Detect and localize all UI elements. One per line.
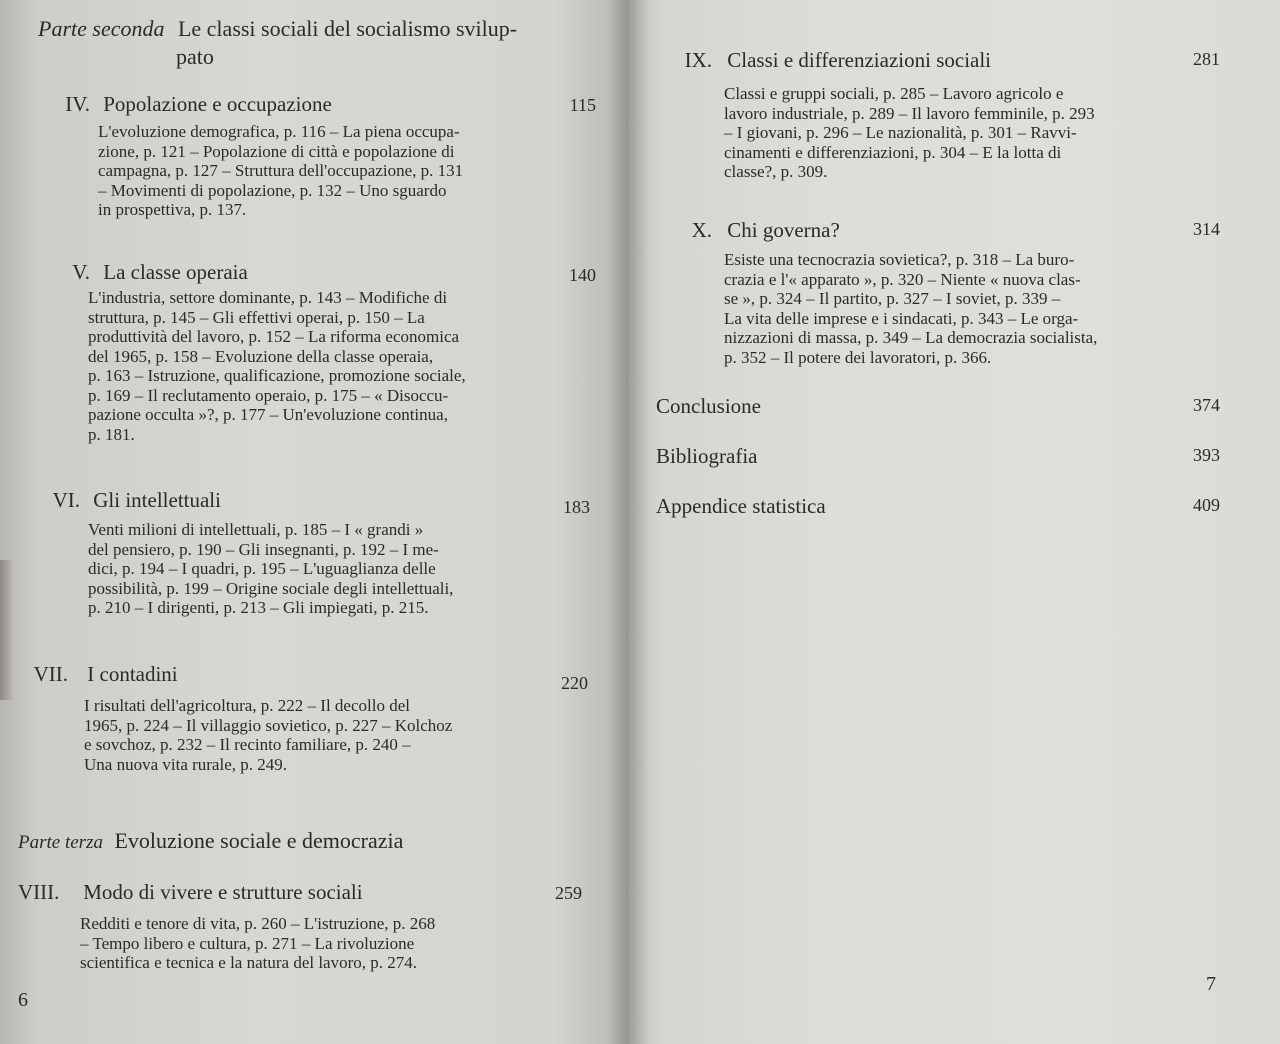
left-page xyxy=(0,0,628,1044)
chapter-title: I contadini xyxy=(87,662,178,686)
right-page xyxy=(628,0,1280,1044)
chapter-9-summary xyxy=(724,84,1160,182)
summary-line: p. 181. xyxy=(88,424,135,444)
part-two-title: Le classi sociali del socialismo svilup- xyxy=(177,16,518,41)
chapter-title: Popolazione e occupazione xyxy=(103,92,332,116)
summary-line: dici, p. 194 – I quadri, p. 195 – L'uguaglianza delle xyxy=(88,559,436,578)
page-edge-shadow xyxy=(0,560,14,700)
chapter-7-page: 220 xyxy=(561,673,588,693)
summary-line: L'industria, settore dominante, p. 143 – Modifiche di xyxy=(88,288,448,307)
chapter-7-heading xyxy=(22,662,178,686)
chapter-6-summary xyxy=(88,520,528,618)
summary-line: se », p. 324 – Il partito, p. 327 – I soviet, p. 339 – xyxy=(724,289,1061,308)
summary-line: p. 163 – Istruzione, qualificazione, promozione sociale, xyxy=(88,366,466,385)
summary-line: struttura, p. 145 – Gli effettivi operai, p. 150 – La xyxy=(88,307,425,327)
part-two-label: Parte seconda xyxy=(38,16,165,41)
summary-line: del pensiero, p. 190 – Gli insegnanti, p. 192 – I me- xyxy=(88,539,439,559)
chapter-number: VIII. xyxy=(18,880,60,904)
chapter-10-summary xyxy=(724,250,1160,367)
chapter-6-heading xyxy=(34,488,221,512)
summary-line: produttività del lavoro, p. 152 – La riforma economica xyxy=(88,327,460,346)
chapter-number: VI. xyxy=(52,488,80,512)
chapter-9-page: 281 xyxy=(1193,49,1220,69)
summary-line: pazione occulta »?, p. 177 – Un'evoluzione continua, xyxy=(88,405,448,424)
summary-line: 1965, p. 224 – Il villaggio sovietico, p. 227 – Kolchoz xyxy=(84,715,453,735)
chapter-number: VII. xyxy=(33,662,68,686)
statistical-appendix-page: 409 xyxy=(1193,495,1220,515)
summary-line: lavoro industriale, p. 289 – Il lavoro femminile, p. 293 xyxy=(724,103,1095,123)
summary-line: zione, p. 121 – Popolazione di città e popolazione di xyxy=(98,141,455,161)
summary-line: del 1965, p. 158 – Evoluzione della classe operaia, xyxy=(88,346,434,366)
part-two-heading xyxy=(38,16,517,42)
chapter-8-summary xyxy=(80,914,520,973)
chapter-9-heading xyxy=(672,48,991,72)
summary-line: – Tempo libero e cultura, p. 271 – La rivoluzione xyxy=(80,933,415,953)
summary-line: Classi e gruppi sociali, p. 285 – Lavoro agricolo e xyxy=(724,84,1064,103)
chapter-10-heading xyxy=(672,218,840,242)
chapter-6-page: 183 xyxy=(563,497,590,517)
conclusion-entry: Conclusione xyxy=(656,394,761,418)
summary-line: cinamenti e differenziazioni, p. 304 – E la lotta di xyxy=(724,142,1062,162)
chapter-8-page: 259 xyxy=(555,883,582,903)
part-two-title-cont: pato xyxy=(176,44,214,69)
chapter-title: Modo di vivere e strutture sociali xyxy=(83,880,363,904)
summary-line: e sovchoz, p. 232 – Il recinto familiare, p. 240 – xyxy=(84,735,411,754)
chapter-7-summary xyxy=(84,696,524,774)
part-three-label: Parte terza xyxy=(18,832,103,853)
chapter-number: X. xyxy=(691,218,712,242)
summary-line: p. 169 – Il reclutamento operaio, p. 175 – « Disoccu- xyxy=(88,385,449,405)
chapter-4-page: 115 xyxy=(569,95,596,115)
chapter-title: Chi governa? xyxy=(727,218,840,242)
summary-line: crazia e l'« apparato », p. 320 – Niente « nuova clas- xyxy=(724,269,1081,289)
statistical-appendix-entry: Appendice statistica xyxy=(656,494,826,518)
chapter-10-page: 314 xyxy=(1193,219,1220,239)
summary-line: Redditi e tenore di vita, p. 260 – L'istruzione, p. 268 xyxy=(80,914,436,933)
summary-line: campagna, p. 127 – Struttura dell'occupazione, p. 131 xyxy=(98,161,464,180)
part-three-title: Evoluzione sociale e democrazia xyxy=(114,828,404,853)
summary-line: – Movimenti di popolazione, p. 132 – Uno sguardo xyxy=(98,180,447,200)
page-number-right: 7 xyxy=(1206,973,1216,995)
summary-line: Venti milioni di intellettuali, p. 185 – I « grandi » xyxy=(88,520,424,539)
chapter-8-heading xyxy=(18,880,363,904)
chapter-number: IV. xyxy=(65,92,90,116)
summary-line: – I giovani, p. 296 – Le nazionalità, p. 301 – Ravvi- xyxy=(724,123,1077,142)
summary-line: La vita delle imprese e i sindacati, p. 343 – Le orga- xyxy=(724,308,1079,328)
chapter-number: V. xyxy=(72,260,90,284)
summary-line: L'evoluzione demografica, p. 116 – La piena occupa- xyxy=(98,122,460,141)
chapter-title: Gli intellettuali xyxy=(93,488,221,512)
chapter-5-page: 140 xyxy=(569,265,596,285)
summary-line: p. 210 – I dirigenti, p. 213 – Gli impiegati, p. 215. xyxy=(88,598,429,617)
summary-line: p. 352 – Il potere dei lavoratori, p. 366. xyxy=(724,347,992,367)
chapter-4-summary xyxy=(98,122,538,220)
page-number-left: 6 xyxy=(18,989,28,1011)
chapter-5-summary xyxy=(88,288,533,444)
summary-line: in prospettiva, p. 137. xyxy=(98,200,247,219)
chapter-4-heading xyxy=(50,92,332,116)
bibliography-entry: Bibliografia xyxy=(656,444,758,468)
summary-line: I risultati dell'agricoltura, p. 222 – Il decollo del xyxy=(84,696,410,715)
summary-line: Una nuova vita rurale, p. 249. xyxy=(84,754,287,774)
conclusion-page: 374 xyxy=(1193,395,1220,415)
chapter-title: Classi e differenziazioni sociali xyxy=(727,48,992,72)
chapter-5-heading xyxy=(50,260,248,284)
bibliography-page: 393 xyxy=(1193,445,1220,465)
summary-line: Esiste una tecnocrazia sovietica?, p. 318 – La buro- xyxy=(724,250,1075,269)
summary-line: classe?, p. 309. xyxy=(724,162,828,181)
summary-line: possibilità, p. 199 – Origine sociale degli intellettuali, xyxy=(88,578,454,598)
summary-line: scientifica e tecnica e la natura del lavoro, p. 274. xyxy=(80,953,418,972)
chapter-number: IX. xyxy=(684,48,712,72)
chapter-title: La classe operaia xyxy=(103,260,248,284)
part-three-heading xyxy=(18,828,403,856)
summary-line: nizzazioni di massa, p. 349 – La democrazia socialista, xyxy=(724,328,1098,347)
